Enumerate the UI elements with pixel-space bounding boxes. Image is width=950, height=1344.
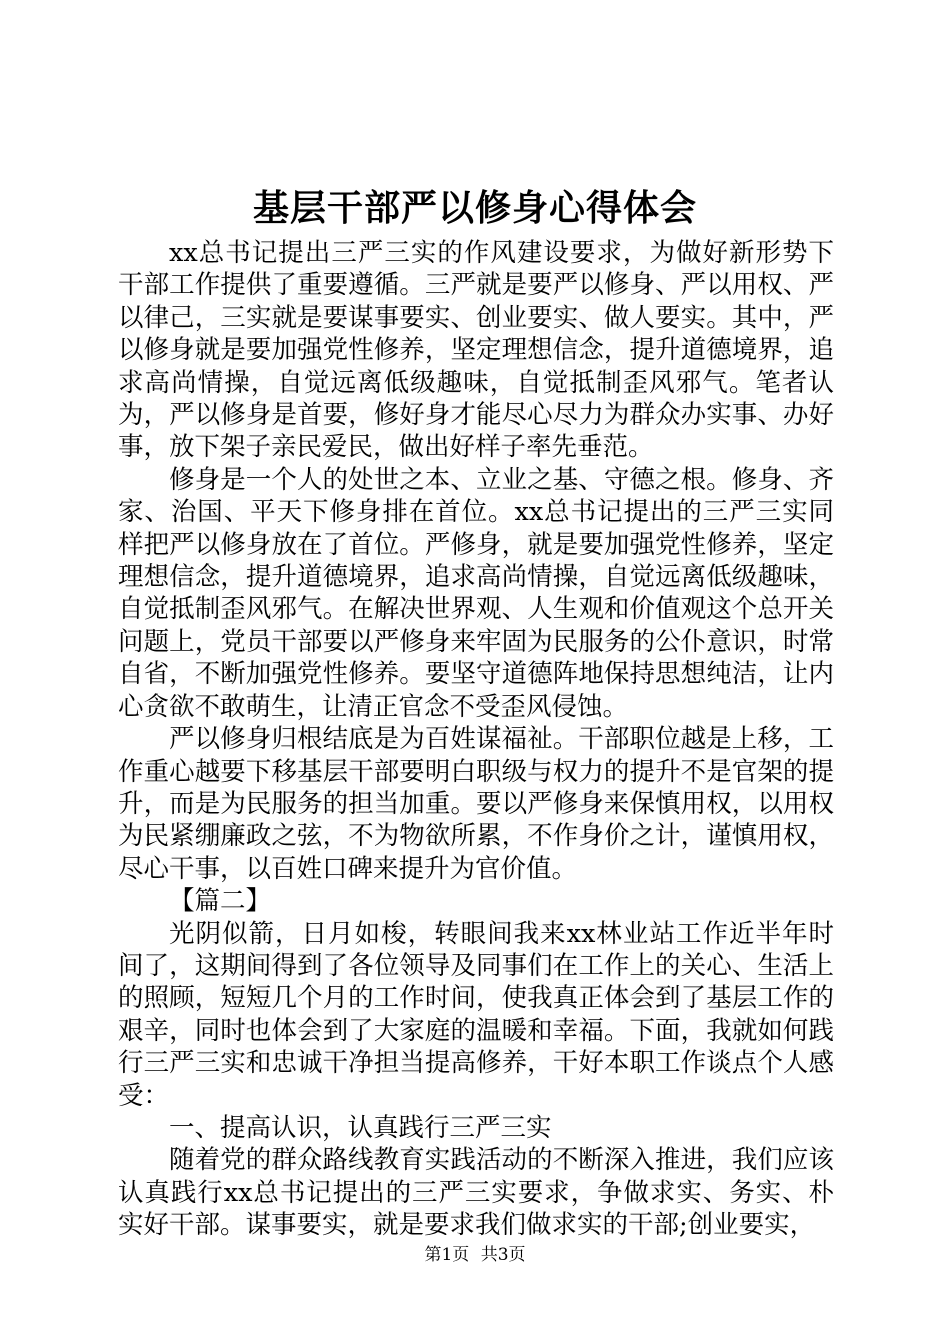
body-paragraph: 随着党的群众路线教育实践活动的不断深入推进，我们应该认真践行xx总书记提出的三严三实要求，争做求实、务实、朴实好干部。谋事要实，就是要求我们做求实的干部;创业要实， — [118, 1145, 834, 1241]
body-paragraph: xx总书记提出三严三实的作风建设要求，为做好新形势下干部工作提供了重要遵循。三严就是要严以修身、严以用权、严以律己，三实就是要谋事要实、创业要实、做人要实。其中，严以修身就是要加强党性修养，坚定理想信念，提升道德境界，追求高尚情操，自觉远离低级趣味，自觉抵制歪风邪气。笔者认为，严以修身是首要，修好身才能尽心尽力为群众办实事、办好事，放下架子亲民爱民，做出好样子率先垂范。 — [118, 238, 834, 463]
body-paragraph: 光阴似箭，日月如梭，转眼间我来xx林业站工作近半年时间了，这期间得到了各位领导及同事们在工作上的关心、生活上的照顾，短短几个月的工作时间，使我真正体会到了基层工作的艰辛，同时也体会到了大家庭的温暖和幸福。下面，我就如何践行三严三实和忠诚干净担当提高修养，干好本职工作谈点个人感受： — [118, 918, 834, 1111]
document-body — [118, 237, 834, 1242]
body-paragraph: 严以修身归根结底是为百姓谋福祉。干部职位越是上移，工作重心越要下移基层干部要明白职级与权力的提升不是官架的提升，而是为民服务的担当加重。要以严修身来保慎用权，以用权为民紧绷廉政之弦，不为物欲所累，不作身价之计，谨慎用权，尽心干事，以百姓口碑来提升为官价值。 — [118, 724, 834, 884]
page-total: 共3页 — [480, 1245, 526, 1265]
page-footer — [0, 1244, 950, 1266]
body-paragraph: 修身是一个人的处世之本、立业之基、守德之根。修身、齐家、治国、平天下修身排在首位。xx总书记提出的三严三实同样把严以修身放在了首位。严修身，就是要加强党性修养，坚定理想信念，提升道德境界，追求高尚情操，自觉远离低级趣味，自觉抵制歪风邪气。在解决世界观、人生观和价值观这个总开关问题上，党员干部要以严修身来牢固为民服务的公仆意识，时常自省，不断加强党性修养。要坚守道德阵地保持思想纯洁，让内心贪欲不敢萌生，让清正官念不受歪风侵蚀。 — [118, 464, 834, 722]
subsection-heading: 一、提高认识，认真践行三严三实 — [169, 1112, 552, 1143]
document-title: 基层干部严以修身心得体会 — [252, 187, 697, 229]
page-number: 第1页 — [424, 1245, 470, 1265]
section-heading: 【篇二】 — [169, 886, 272, 917]
